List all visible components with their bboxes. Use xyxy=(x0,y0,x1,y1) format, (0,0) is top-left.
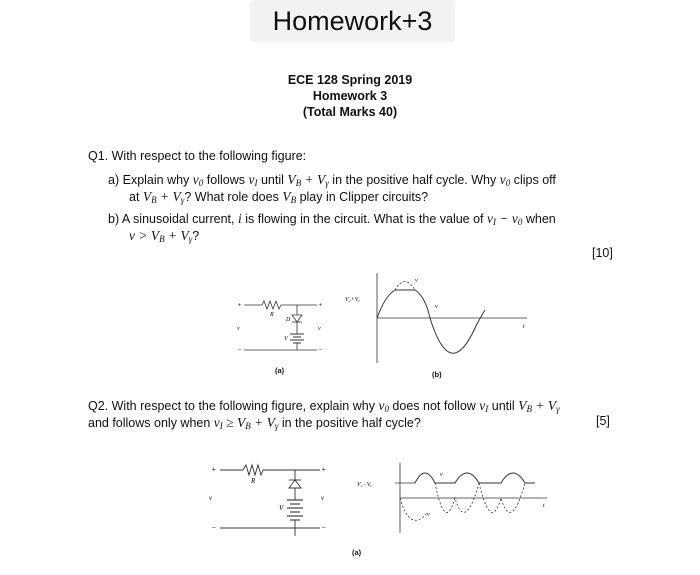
document-title-box xyxy=(250,0,455,42)
diode-icon xyxy=(292,315,302,322)
q1-part-a-line2: at $V_B + V_\gamma$? What role does $V_B$ play in Clipper circuits? xyxy=(129,189,429,205)
resistor-icon xyxy=(243,465,263,475)
svg-text:D: D xyxy=(286,317,291,323)
vi-symbol: $v_I$ xyxy=(248,172,258,188)
svg-text:−: − xyxy=(318,346,323,354)
svg-text:+: + xyxy=(237,301,242,309)
svg-text:+: + xyxy=(211,465,217,474)
svg-text:v: v xyxy=(321,494,325,502)
svg-text:t: t xyxy=(523,324,525,330)
svg-text:v: v xyxy=(427,512,430,518)
course-header: ECE 128 Spring 2019 xyxy=(287,73,413,87)
q1-part-b-line2: $v > V_B + V_\gamma$? xyxy=(129,228,200,244)
svg-text:v: v xyxy=(237,326,240,332)
q2-line1: Q2. With respect to the following figure, explain why $v_0$ does not follow $v_I$ until $V_B + V_\gamma$ xyxy=(88,398,560,414)
q1-fig-a-caption: (a) xyxy=(275,366,285,375)
svg-text:+: + xyxy=(321,465,327,474)
svg-text:v: v xyxy=(435,304,438,310)
svg-text:+: + xyxy=(318,301,323,309)
svg-text:R: R xyxy=(251,477,256,485)
document-title: Homework+3 xyxy=(272,5,433,36)
svg-text:−: − xyxy=(211,523,217,532)
q1-waveform-figure xyxy=(345,268,535,368)
svg-text:V: V xyxy=(284,336,288,342)
svg-text:−: − xyxy=(321,523,327,532)
homework-header: Homework 3 xyxy=(312,89,388,103)
svg-text:v: v xyxy=(415,278,418,284)
svg-text:R: R xyxy=(270,312,274,318)
resistor-icon xyxy=(262,301,281,309)
total-marks-header: (Total Marks 40) xyxy=(302,105,398,119)
q1-part-a: a) Explain why $v_0$ follows $v_I$ until $V_B + V_\gamma$ in the positive half cycle. Why $v_0$ clips off xyxy=(108,172,556,188)
svg-text:V: V xyxy=(279,504,284,512)
svg-text:−: − xyxy=(237,346,242,354)
svg-text:V₂+Vᵧ: V₂+Vᵧ xyxy=(345,297,360,303)
vo-symbol: $v_0$ xyxy=(192,172,204,188)
q1-intro: Q1. With respect to the following figure: xyxy=(88,149,307,163)
q2-fig-caption: (a) xyxy=(352,548,362,557)
q1-marks: [10] xyxy=(592,246,613,260)
q2-waveform-figure xyxy=(355,458,555,538)
q1-part-b: b) A sinusoidal current, i is flowing in the circuit. What is the value of $v_I - v_0$ when xyxy=(108,211,556,227)
q2-line2: and follows only when $v_I \ge V_B + V_\gamma$ in the positive half cycle? xyxy=(88,415,421,431)
svg-text:v: v xyxy=(209,494,213,502)
q1-circuit-figure xyxy=(232,290,332,360)
svg-text:t: t xyxy=(543,503,545,509)
svg-text:v: v xyxy=(440,472,443,478)
q2-circuit-figure xyxy=(205,458,340,543)
q1-fig-b-caption: (b) xyxy=(432,370,442,379)
svg-text:v: v xyxy=(318,326,321,332)
q2-marks: [5] xyxy=(596,414,610,428)
diode-icon xyxy=(289,480,301,488)
svg-text:V₂−Vᵧ: V₂−Vᵧ xyxy=(357,482,372,488)
